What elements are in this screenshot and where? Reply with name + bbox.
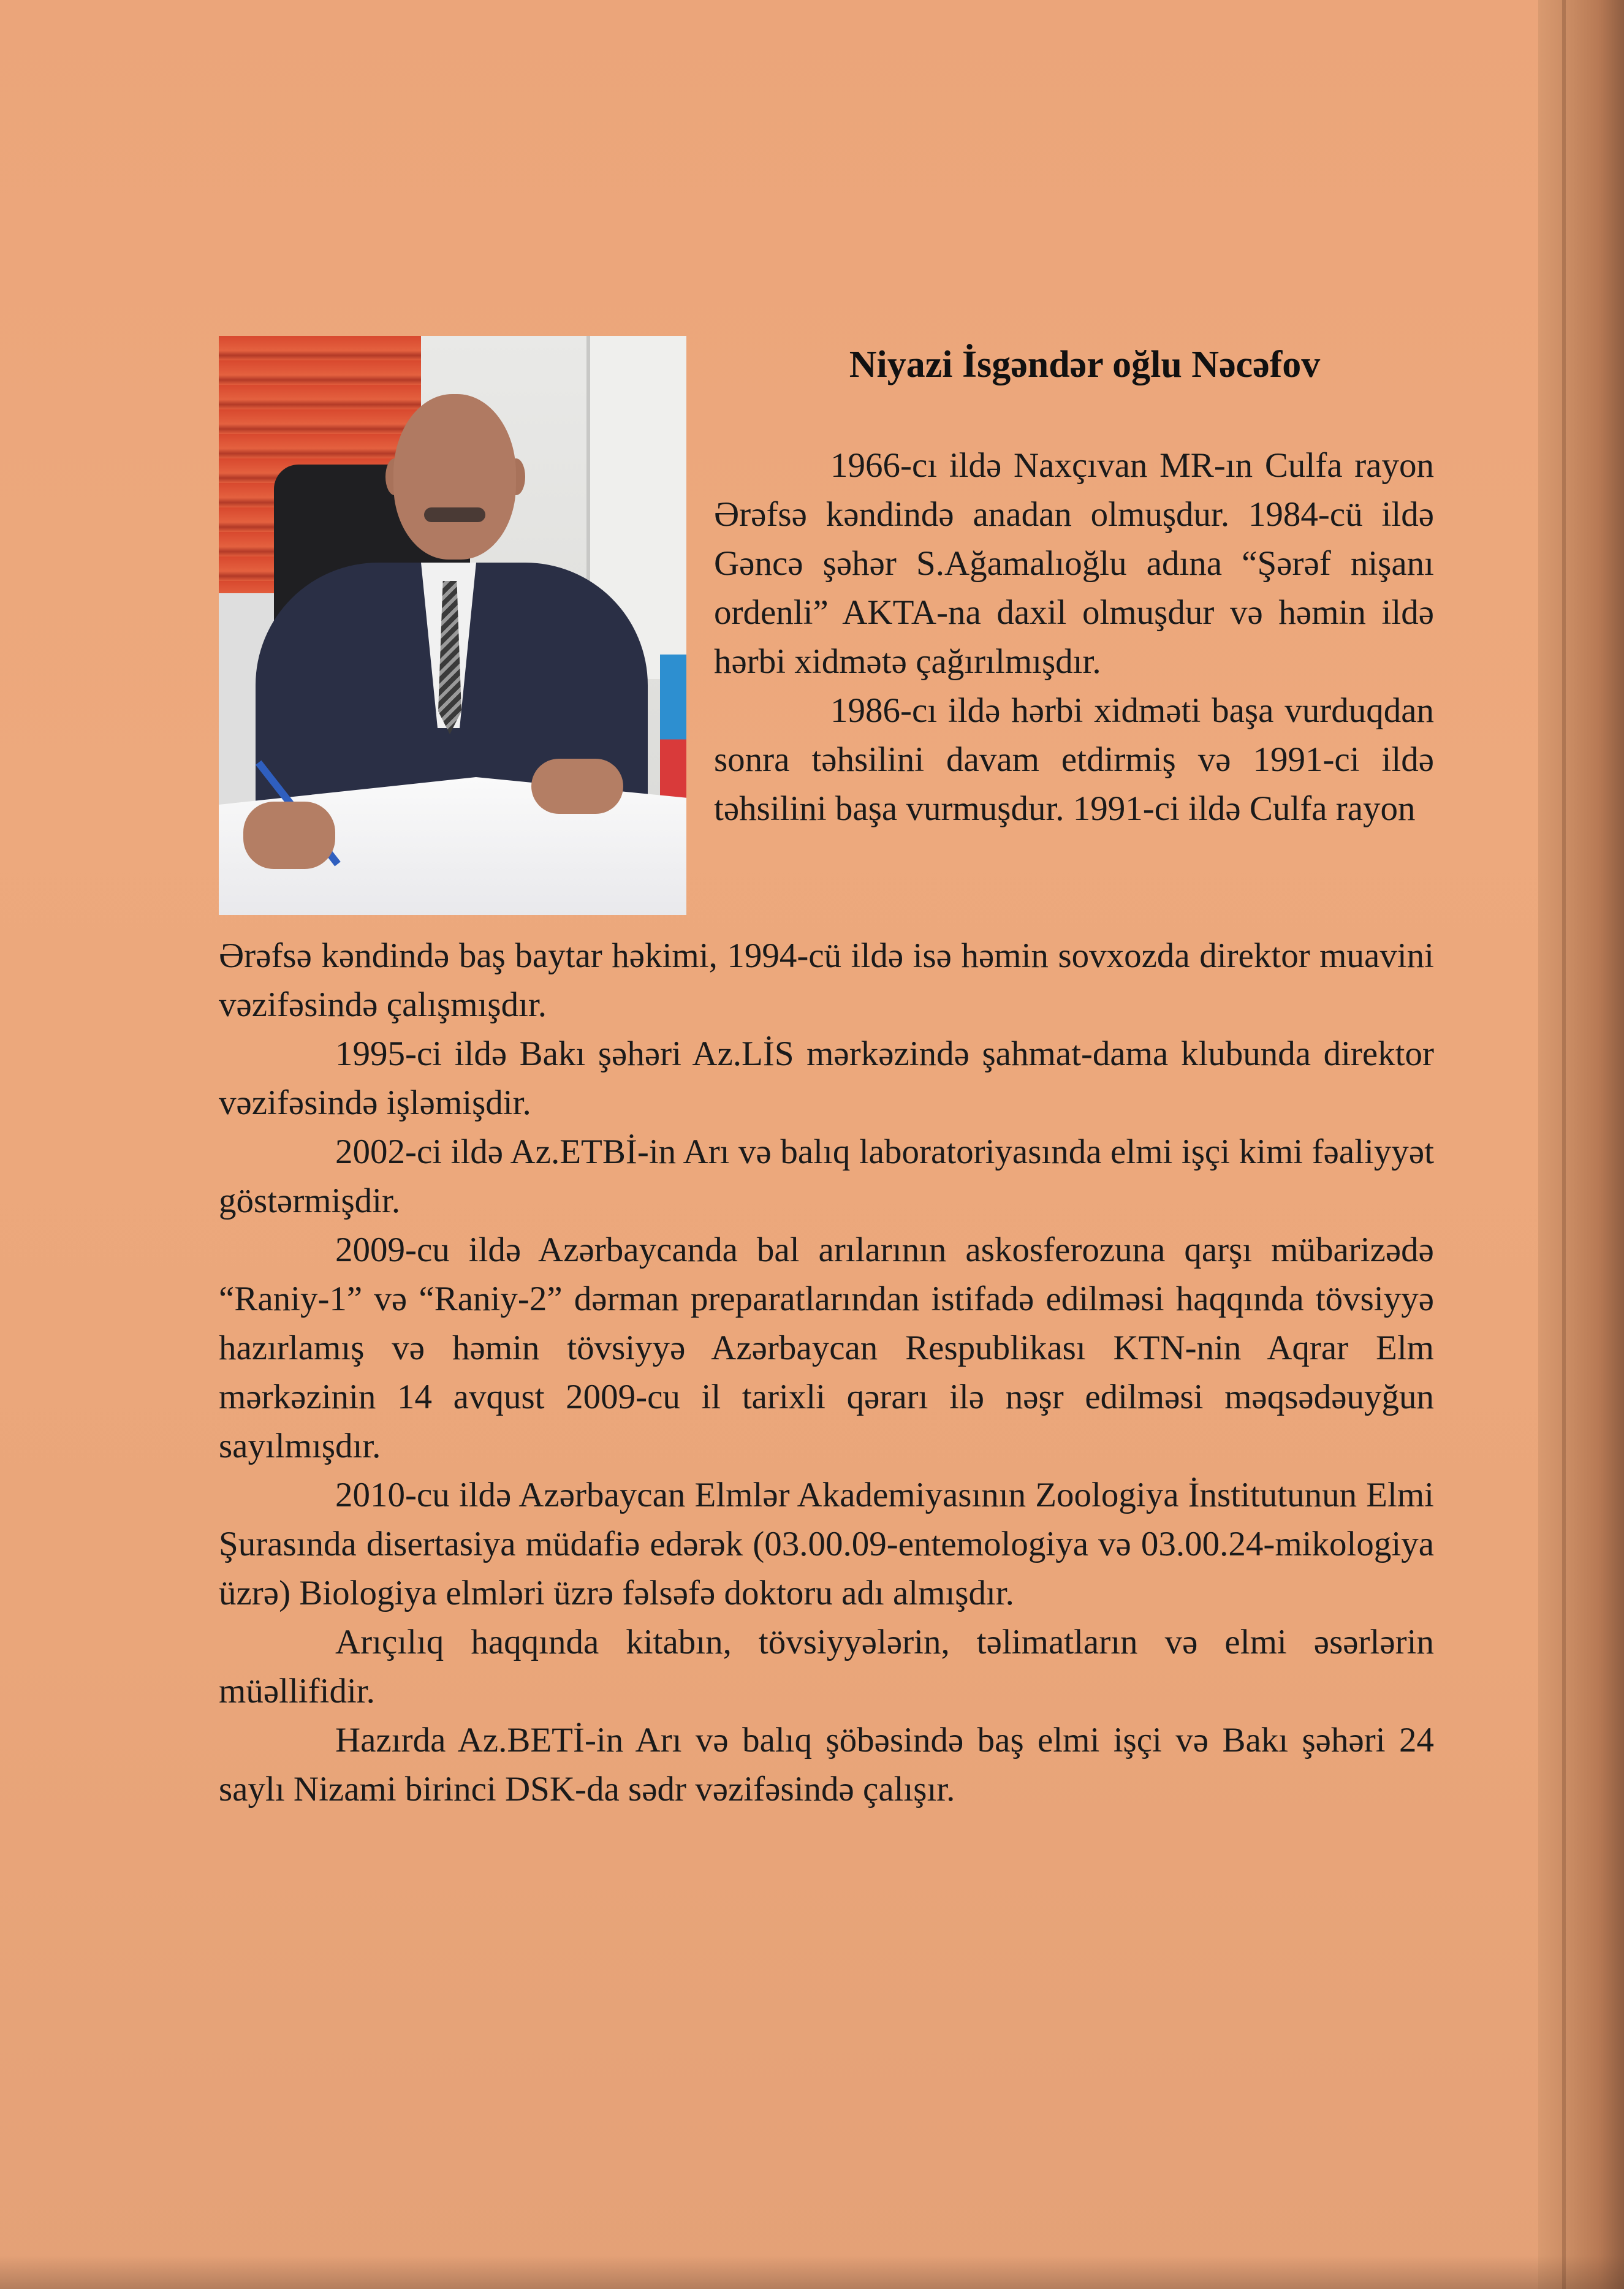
bio-paragraph: 2009-cu ildə Azərbaycanda bal arılarının askosferozuna qarşı mübarizədə “Raniy-1” və “Raniy-2” dərman preparatlarından istifadə edilməsi haqqında tövsiyyə hazırlamış və həmin tövsiyyə Azərbaycan Respublikası KTN-nin Aqrar Elm mərkəzinin 14 avqust 2009-cu il tarixli qərarı ilə nəşr edilməsi məqsədəuyğun sayılmışdır.: [219, 1231, 1434, 1465]
photo-hand-right: [531, 759, 623, 814]
bio-paragraph: Arıçılıq haqqında kitabın, tövsiyyələrin, təlimatların və elmi əsərlərin müəllifidir.: [219, 1623, 1434, 1710]
bio-paragraph: 1995-ci ildə Bakı şəhəri Az.LİS mərkəzində şahmat-dama klubunda direktor vəzifəsində işləmişdir.: [219, 1034, 1434, 1122]
bio-paragraph: 2002-ci ildə Az.ETBİ-in Arı və balıq laboratoriyasında elmi işçi kimi fəaliyyət göstərmişdir.: [219, 1133, 1434, 1220]
author-photo: [219, 336, 686, 915]
bio-paragraph: 2010-cu ildə Azərbaycan Elmlər Akademiyasının Zoologiya İnstitutunun Elmi Şurasında disertasiya müdafiə edərək (03.00.09-entemologiya və 03.00.24-mikologiya üzrə) Biologiya elmləri üzrə fəlsəfə doktoru adı almışdır.: [219, 1476, 1434, 1612]
bio-paragraph: 1966-cı ildə Naxçıvan MR-ın Culfa rayon Ərəfsə kəndində anadan olmuşdur. 1984-cü ildə Gəncə şəhər S.Ağamalıoğlu adına “Şərəf nişanı ordenli” AKTA-na daxil olmuşdur və həmin ildə hərbi xidmətə çağırılmışdır.: [714, 446, 1434, 681]
bio-full-text: [219, 932, 1434, 1814]
bio-paragraph: Hazırda Az.BETİ-in Arı və balıq şöbəsində baş elmi işçi və Bakı şəhəri 24 saylı Nizami birinci DSK-da sədr vəzifəsində çalışır.: [219, 1721, 1434, 1809]
photo-head: [393, 394, 516, 560]
book-spine: [1538, 0, 1624, 2289]
author-name-heading: Niyazi İsgəndər oğlu Nəcəfov: [849, 344, 1321, 385]
photo-hand-left: [243, 802, 335, 869]
bio-column-text: [714, 441, 1434, 833]
bio-paragraph: 1986-cı ildə hərbi xidməti başa vurduqdan sonra təhsilini davam etdirmiş və 1991-ci ildə təhsilini başa vurmuşdur. 1991-ci ildə Culfa rayon: [714, 691, 1434, 828]
bio-paragraph: Ərəfsə kəndində baş baytar həkimi, 1994-cü ildə isə həmin sovxozda direktor muavini vəzifəsində çalışmışdır.: [219, 936, 1434, 1024]
photo-mustache: [424, 507, 485, 522]
spine-groove: [1562, 0, 1566, 2289]
cover-bottom-edge: [0, 2255, 1624, 2289]
